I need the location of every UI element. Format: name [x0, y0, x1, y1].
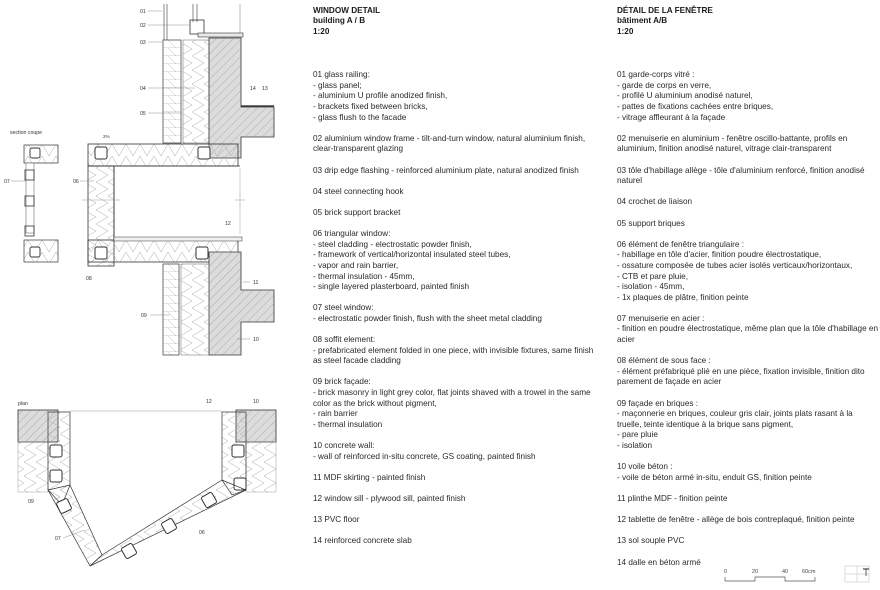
legend-english-items — [313, 70, 603, 547]
legend-line: - electrostatic powder finish, flush with the sheet metal cladding — [313, 313, 542, 323]
legend-french-items — [617, 70, 879, 568]
scale: 1:20 — [313, 26, 330, 36]
legend-item — [617, 219, 879, 230]
legend-line: 05 support briques — [617, 218, 685, 228]
legend-line: - glass flush to the facade — [313, 112, 407, 122]
legend-line: - prefabricated element folded in one piece, with invisible fixtures, same finish as steel facade cladding — [313, 345, 594, 366]
legend-line: - aluminium U profile anodized finish, — [313, 91, 448, 101]
svg-text:02: 02 — [140, 23, 146, 29]
legend-line: 13 PVC floor — [313, 515, 360, 525]
subtitle: building A / B — [313, 16, 366, 26]
legend-item — [617, 70, 879, 123]
svg-text:09: 09 — [141, 313, 147, 319]
legend-line: 09 brick façade: — [313, 377, 371, 387]
svg-text:10: 10 — [253, 399, 259, 405]
section-main — [82, 4, 274, 355]
svg-text:20: 20 — [752, 569, 759, 575]
legend-line: 07 menuiserie en acier : — [617, 313, 705, 323]
legend-line: 08 élément de sous face : — [617, 356, 711, 366]
legend-line: - isolation - 45mm, — [617, 282, 685, 292]
legend-item — [313, 187, 603, 198]
legend-line: 06 élément de fenêtre triangulaire : — [617, 239, 744, 249]
legend-line: - isolation — [617, 441, 653, 450]
legend-line: 10 concrete wall: — [313, 441, 375, 450]
legend-item — [313, 335, 603, 367]
svg-text:12: 12 — [206, 399, 212, 405]
legend-line: - finition en poudre électrostatique, même plan que la tôle d'habillage en acier — [617, 324, 879, 345]
svg-text:08: 08 — [86, 276, 92, 282]
legend-item — [313, 494, 603, 505]
legend-line: 04 crochet de liaison — [617, 197, 693, 207]
window-detail-drawing — [0, 0, 300, 590]
svg-text:12: 12 — [225, 221, 231, 227]
legend-item — [313, 515, 603, 526]
svg-text:40: 40 — [782, 569, 789, 575]
legend-line: 02 menuiserie en aluminium - fenêtre oscillo-battante, profils en aluminium, finition anodisé naturel, vitrage clair-transparent — [617, 133, 848, 154]
legend-line: - ossature composée de tubes acier isolés verticaux/horizontaux, — [617, 260, 853, 270]
legend-line: - vitrage affleurant à la façade — [617, 112, 726, 122]
legend-line: 02 aluminium window frame - tilt-and-turn window, natural aluminium finish, clear-transparent glazing — [313, 133, 586, 154]
svg-text:07: 07 — [55, 536, 61, 542]
legend-item — [617, 399, 879, 452]
legend-item — [617, 515, 879, 526]
legend-line: 07 steel window: — [313, 303, 374, 313]
svg-text:03: 03 — [140, 40, 146, 46]
svg-text:2%: 2% — [103, 134, 110, 139]
legend-french-header — [617, 6, 879, 37]
legend-line: - pattes de fixations cachées entre briques, — [617, 102, 774, 111]
svg-text:0: 0 — [724, 569, 728, 575]
legend-item — [313, 473, 603, 484]
legend-french — [617, 6, 879, 579]
legend-line: - glass panel; — [313, 80, 362, 90]
legend-line: - rain barrier — [313, 409, 358, 419]
legend-line: - garde de corps en verre, — [617, 80, 712, 90]
legend-line: - pare pluie — [617, 430, 658, 440]
legend-line: - brackets fixed between bricks, — [313, 102, 428, 111]
svg-text:04: 04 — [140, 86, 146, 92]
legend-line: 14 reinforced concrete slab — [313, 536, 412, 546]
legend-item — [617, 494, 879, 505]
legend-item — [313, 303, 603, 324]
legend-line: 13 sol souple PVC — [617, 536, 685, 546]
legend-line: - thermal insulation — [313, 419, 383, 429]
svg-text:06: 06 — [73, 179, 79, 185]
legend-item — [313, 441, 603, 462]
legend-line: - brick masonry in light grey color, flat joints shaved with a trowel in the same color as the brick without pigment, — [313, 388, 591, 408]
legend-line: - CTB et pare pluie, — [617, 271, 688, 281]
legend-line: 09 façade en briques : — [617, 398, 699, 408]
section-small — [24, 145, 58, 262]
legend-item — [313, 229, 603, 293]
subtitle: bâtiment A/B — [617, 16, 668, 26]
svg-text:60cm: 60cm — [802, 569, 816, 575]
key-plan-icon — [843, 564, 875, 584]
svg-text:11: 11 — [253, 280, 259, 286]
legend-line: 08 soffit element: — [313, 335, 376, 345]
legend-line: - voile de béton armé in-situ, enduit GS, finition peinte — [617, 472, 812, 482]
legend-line: 05 brick support bracket — [313, 207, 401, 217]
plan-label: plan — [18, 401, 28, 407]
legend-line: - maçonnerie en briques, couleur gris clair, joints plats rasant à la truelle, teinte identique à la brique sans pigment, — [617, 409, 853, 429]
scale-bar — [722, 566, 832, 586]
svg-text:05: 05 — [140, 111, 146, 117]
legend-item — [617, 314, 879, 346]
legend-item — [313, 166, 603, 177]
legend-item — [617, 462, 879, 483]
legend-item — [313, 70, 603, 123]
legend-item — [617, 356, 879, 388]
legend-line: 03 drip edge flashing - reinforced aluminium plate, natural anodized finish — [313, 165, 579, 175]
legend-line: - élément préfabriqué plié en une pièce, fixation invisible, finition dito parement de façade en acier — [617, 366, 865, 387]
legend-item — [313, 536, 603, 547]
legend-line: 01 garde-corps vitré : — [617, 70, 695, 80]
legend-line: - 1x plaques de plâtre, finition peinte — [617, 292, 749, 302]
legend-item — [617, 134, 879, 155]
svg-text:01: 01 — [140, 9, 146, 15]
legend-line: 03 tôle d'habillage allège - tôle d'aluminium renforcé, finition anodisé naturel — [617, 165, 865, 186]
legend-line: 11 plinthe MDF - finition peinte — [617, 493, 728, 503]
legend-line: - habillage en tôle d'acier, finition poudre électrostatique, — [617, 250, 822, 260]
legend-item — [617, 166, 879, 187]
legend-item — [617, 197, 879, 208]
legend-line: 12 tablette de fenêtre - allège de bois contreplaqué, finition peinte — [617, 515, 855, 525]
svg-text:13: 13 — [262, 86, 268, 92]
legend-line: 06 triangular window: — [313, 229, 391, 239]
legend-item — [313, 377, 603, 430]
legend-line: - framework of vertical/horizontal insulated steel tubes, — [313, 250, 511, 260]
legend-item — [313, 208, 603, 219]
legend-line: 11 MDF skirting - painted finish — [313, 472, 426, 482]
legend-line: - profilé U aluminium anodisé naturel, — [617, 91, 753, 101]
legend-item — [313, 134, 603, 155]
legend-item — [617, 240, 879, 304]
section-label: section coupe — [10, 130, 43, 136]
scale: 1:20 — [617, 26, 634, 36]
svg-text:14: 14 — [250, 86, 256, 92]
svg-text:10: 10 — [253, 337, 259, 343]
svg-text:09: 09 — [28, 499, 34, 505]
legend-english-header — [313, 6, 603, 37]
legend-item — [617, 536, 879, 547]
legend-line: - single layered plasterboard, painted finish — [313, 282, 470, 292]
plan-view — [18, 410, 276, 566]
legend-english — [313, 6, 603, 558]
legend-line: - steel cladding - electrostatic powder finish, — [313, 239, 472, 249]
legend-line: - vapor and rain barrier, — [313, 260, 399, 270]
svg-text:06: 06 — [199, 530, 205, 536]
title: WINDOW DETAIL — [313, 6, 381, 15]
legend-line: - thermal insulation - 45mm, — [313, 271, 415, 281]
legend-line: 01 glass railing: — [313, 70, 370, 80]
svg-text:07: 07 — [4, 179, 10, 185]
legend-line: 12 window sill - plywood sill, painted finish — [313, 493, 466, 503]
title: DÉTAIL DE LA FENÊTRE — [617, 6, 713, 15]
legend-line: 14 dalle en béton armé — [617, 557, 701, 567]
legend-line: - wall of reinforced in-situ concrete, GS coating, painted finish — [313, 451, 536, 461]
legend-line: 10 voile béton : — [617, 462, 673, 472]
legend-line: 04 steel connecting hook — [313, 186, 404, 196]
